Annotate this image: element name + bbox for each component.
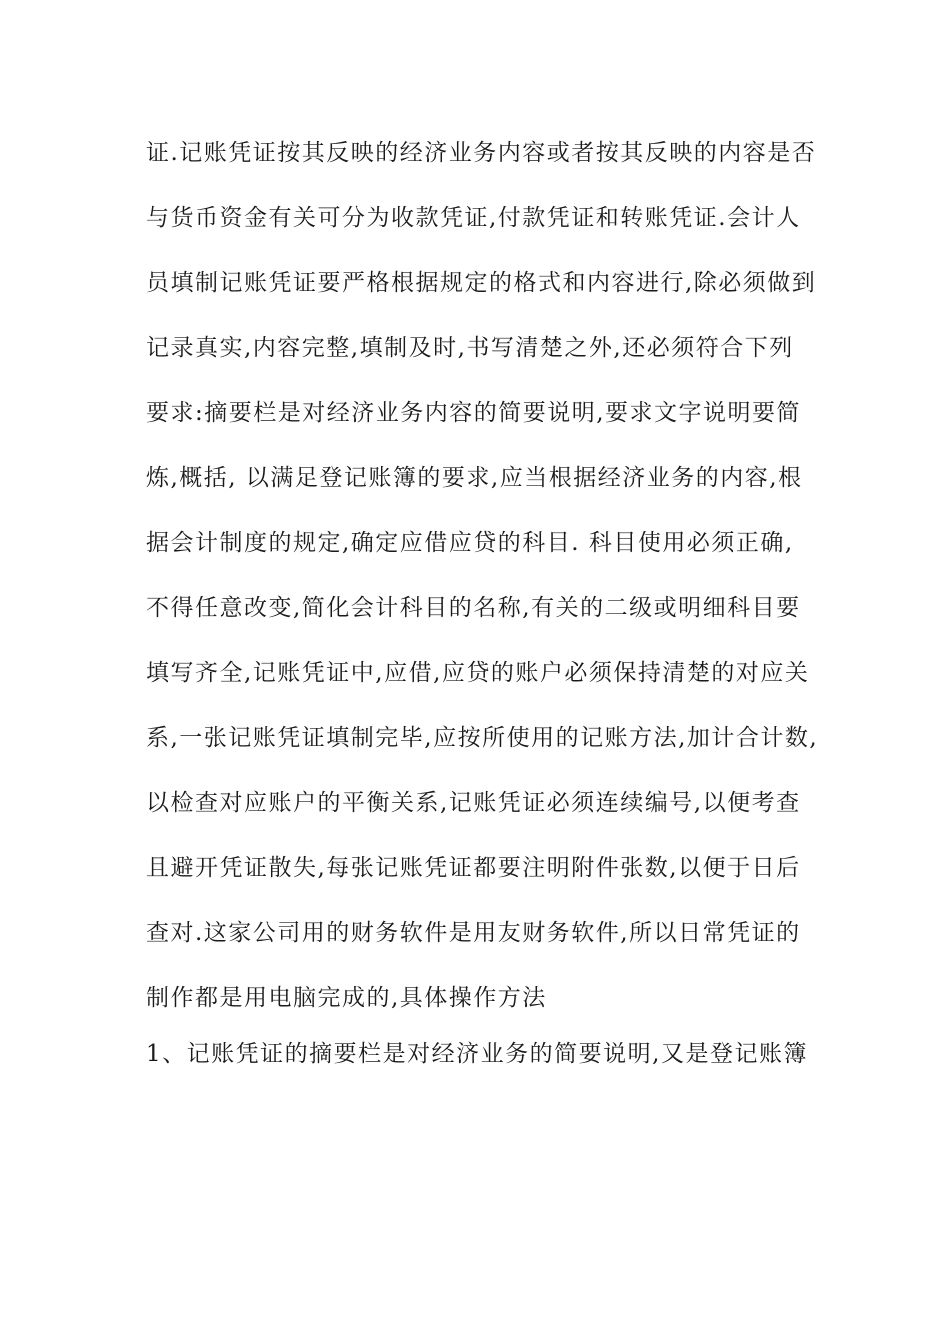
text-line: 且避开凭证散失,每张记账凭证都要注明附件张数,以便于日后 — [146, 855, 801, 881]
text-line: 系,一张记账凭证填制完毕,应按所使用的记账方法,加计合计数, — [146, 725, 819, 751]
text-line: 证.记账凭证按其反映的经济业务内容或者按其反映的内容是否 — [146, 140, 817, 166]
text-line: 以检查对应账户的平衡关系,记账凭证必须连续编号,以便考查 — [146, 790, 801, 816]
body-text — [146, 132, 826, 1098]
text-line: 员填制记账凭证要严格根据规定的格式和内容进行,除必须做到 — [146, 270, 817, 296]
text-line: 记录真实,内容完整,填制及时,书写清楚之外,还必须符合下列 — [146, 335, 794, 361]
text-line: 要求:摘要栏是对经济业务内容的简要说明,要求文字说明要简 — [146, 400, 802, 426]
text-line: 与货币资金有关可分为收款凭证,付款凭证和转账凭证.会计人 — [146, 205, 801, 231]
text-line: 填写齐全,记账凭证中,应借,应贷的账户必须保持清楚的对应关 — [146, 660, 810, 686]
text-line: 不得任意改变,简化会计科目的名称,有关的二级或明细科目要 — [146, 595, 801, 621]
text-line: 据会计制度的规定,确定应借应贷的科目. 科目使用必须正确, — [146, 530, 794, 556]
text-line: 制作都是用电脑完成的,具体操作方法 — [146, 985, 547, 1011]
text-line: 炼,概括, 以满足登记账簿的要求,应当根据经济业务的内容,根 — [146, 465, 803, 491]
numbered-item-line: 1、记账凭证的摘要栏是对经济业务的简要说明,又是登记账簿 — [146, 1041, 808, 1067]
text-line: 查对.这家公司用的财务软件是用友财务软件,所以日常凭证的 — [146, 920, 801, 946]
